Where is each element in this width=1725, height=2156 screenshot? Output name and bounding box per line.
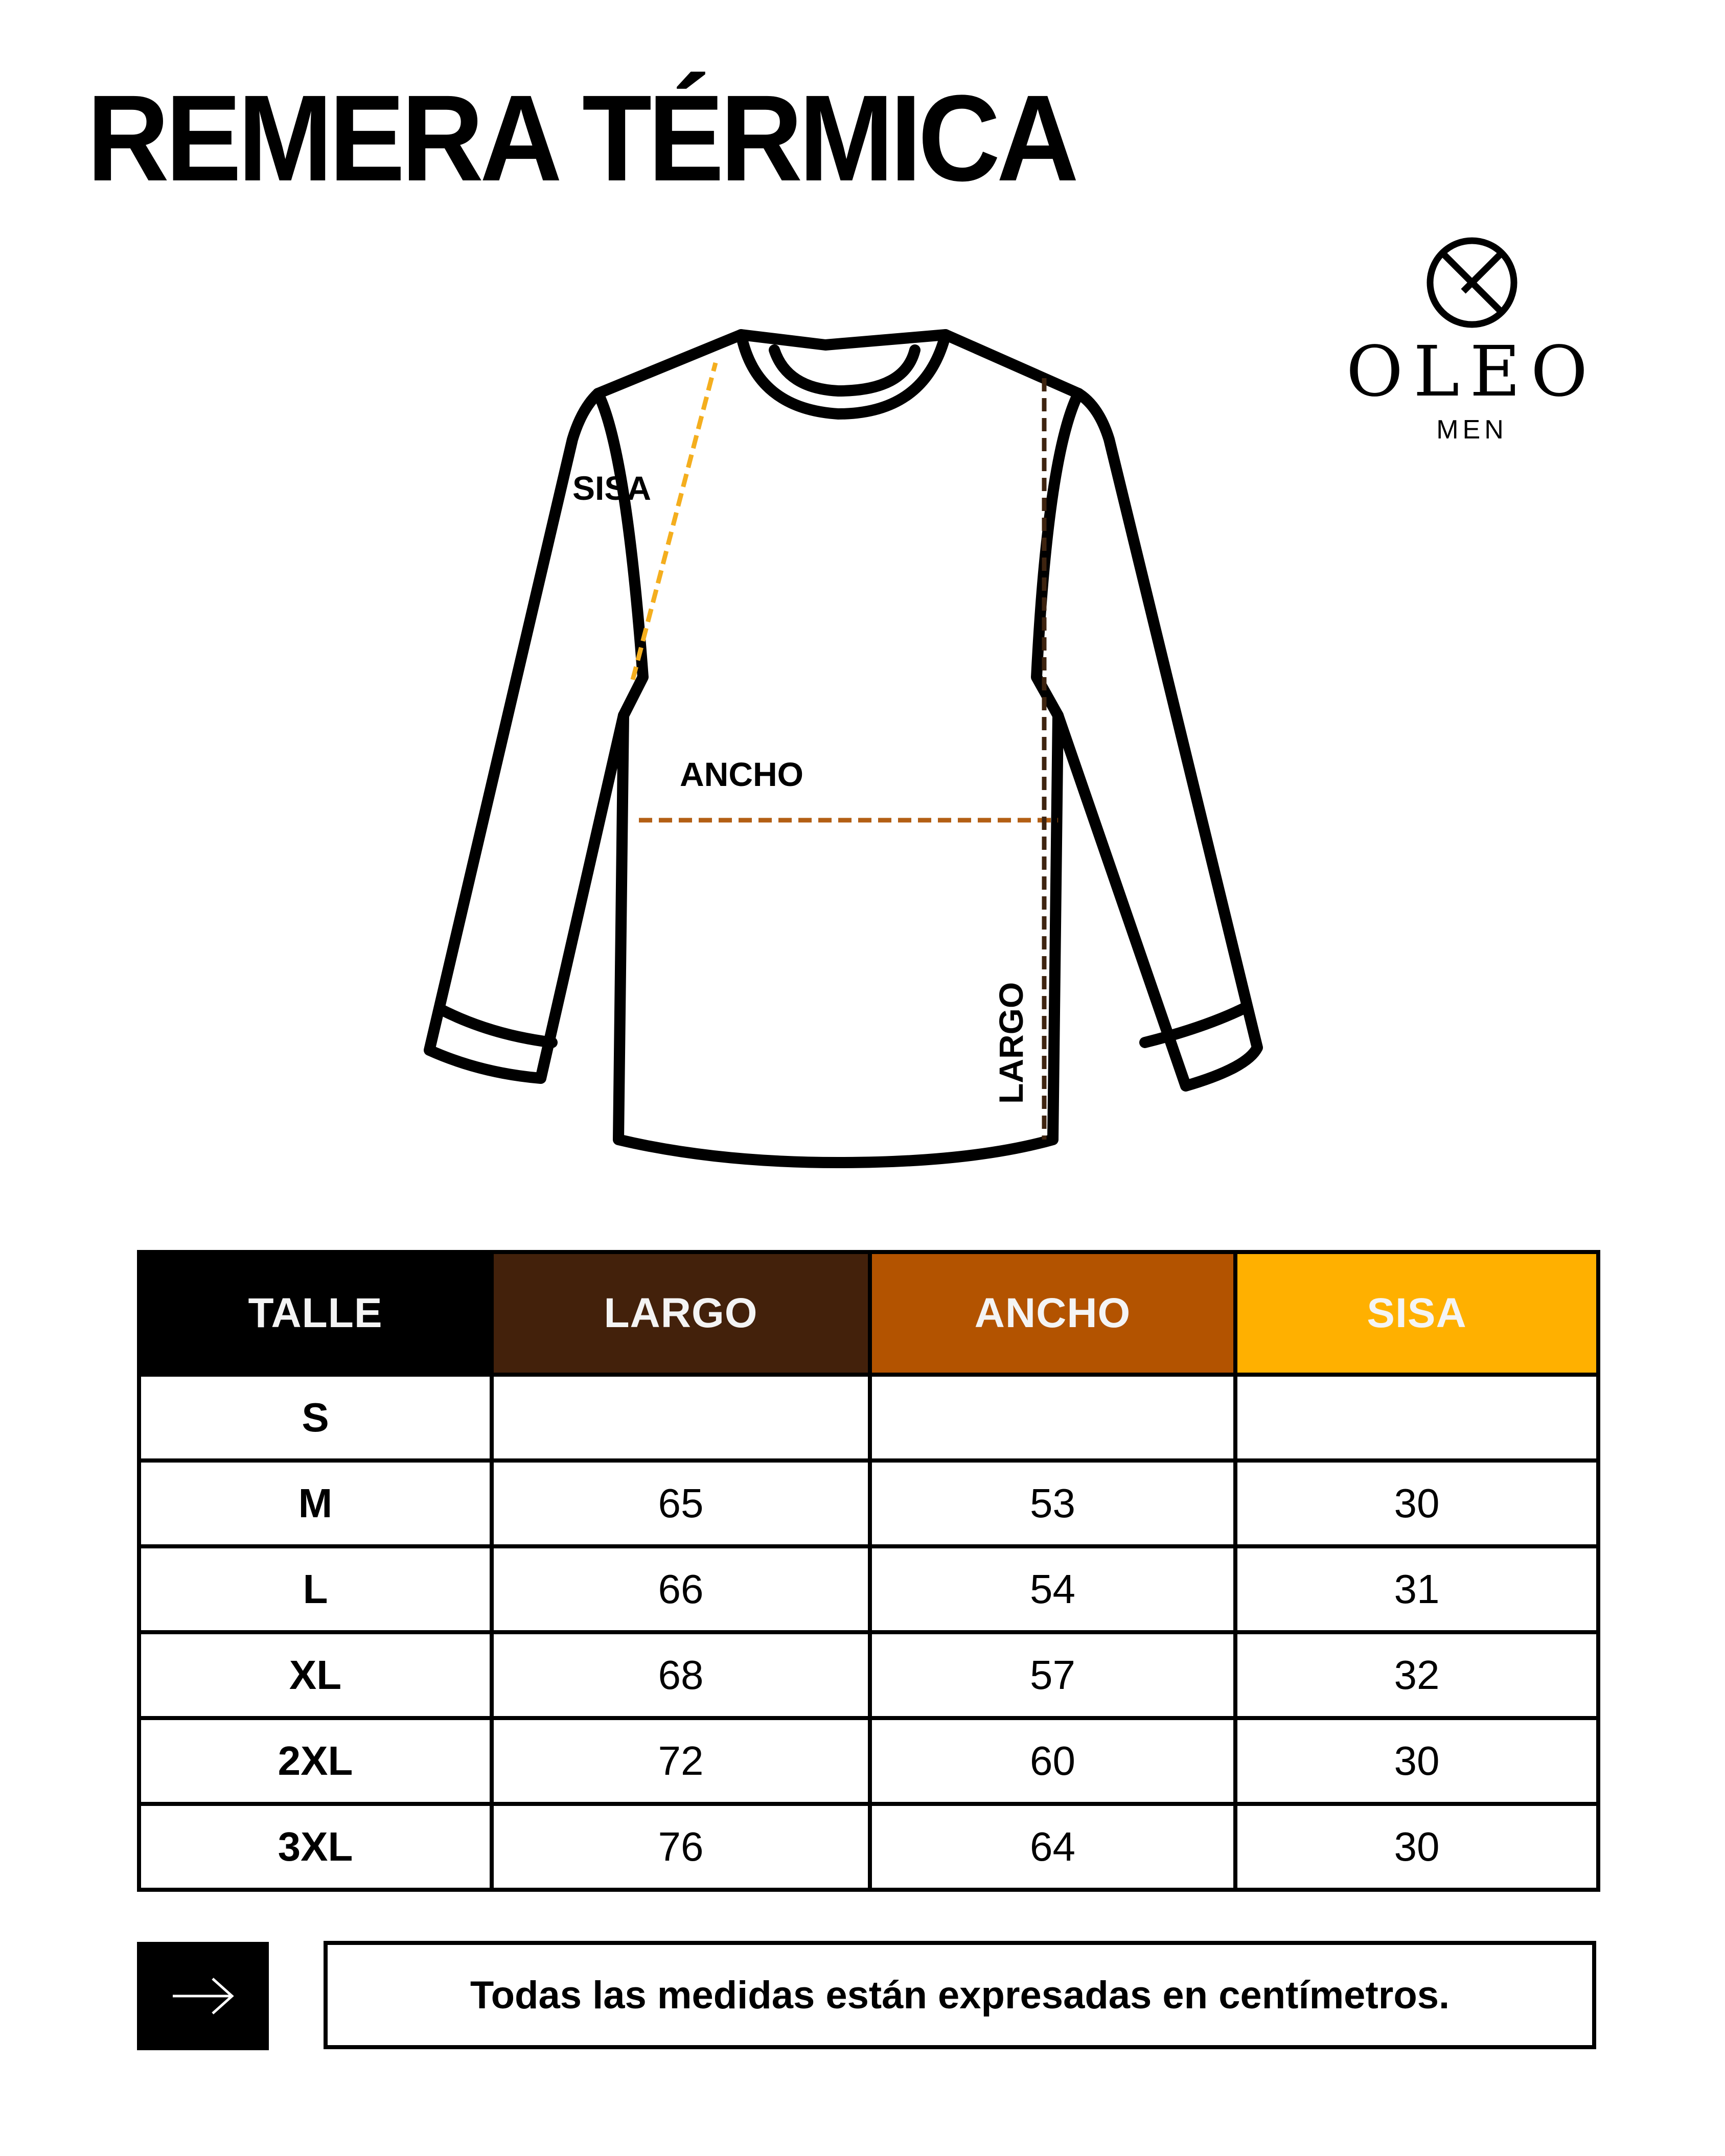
arrow-button[interactable] xyxy=(137,1942,269,2050)
sisa-cell: 31 xyxy=(1235,1546,1598,1632)
sisa-cell xyxy=(1235,1375,1598,1460)
size-cell: S xyxy=(139,1375,492,1460)
header-talle: TALLE xyxy=(139,1252,492,1375)
arrow-right-icon xyxy=(170,1976,236,2016)
ancho-cell: 57 xyxy=(870,1632,1235,1718)
ancho-cell: 53 xyxy=(870,1460,1235,1546)
largo-label: LARGO xyxy=(992,982,1030,1104)
largo-cell: 65 xyxy=(492,1460,870,1546)
units-note-text: Todas las medidas están expresadas en centímetros. xyxy=(470,1973,1450,2017)
shirt-diagram xyxy=(419,322,1278,1191)
sisa-cell: 30 xyxy=(1235,1718,1598,1804)
page-title: REMERA TÉRMICA xyxy=(87,69,1075,206)
sisa-measure-line xyxy=(633,363,716,680)
header-sisa: SISA xyxy=(1235,1252,1598,1375)
sisa-label: SISA xyxy=(572,469,652,507)
ancho-cell: 64 xyxy=(870,1804,1235,1890)
size-cell: M xyxy=(139,1460,492,1546)
table-row xyxy=(139,1375,1598,1460)
ancho-cell: 60 xyxy=(870,1718,1235,1804)
sisa-cell: 30 xyxy=(1235,1460,1598,1546)
largo-cell: 76 xyxy=(492,1804,870,1890)
header-largo: LARGO xyxy=(492,1252,870,1375)
header-ancho: ANCHO xyxy=(870,1252,1235,1375)
sisa-cell: 32 xyxy=(1235,1632,1598,1718)
size-cell: L xyxy=(139,1546,492,1632)
table-row xyxy=(139,1632,1598,1718)
shirt-outline xyxy=(429,335,1257,1163)
ancho-cell xyxy=(870,1375,1235,1460)
brand-mark-icon xyxy=(1424,235,1520,330)
ancho-cell: 54 xyxy=(870,1546,1235,1632)
size-cell: 2XL xyxy=(139,1718,492,1804)
largo-cell: 72 xyxy=(492,1718,870,1804)
size-table xyxy=(137,1250,1600,1892)
table-row xyxy=(139,1460,1598,1546)
largo-cell: 66 xyxy=(492,1546,870,1632)
size-table-header xyxy=(139,1252,1598,1375)
ancho-label: ANCHO xyxy=(680,755,803,793)
brand-logo xyxy=(1339,235,1605,450)
table-row xyxy=(139,1804,1598,1890)
table-row xyxy=(139,1718,1598,1804)
size-cell: 3XL xyxy=(139,1804,492,1890)
brand-subtitle: MEN xyxy=(1436,415,1508,445)
units-note xyxy=(324,1941,1596,2049)
sisa-cell: 30 xyxy=(1235,1804,1598,1890)
table-row xyxy=(139,1546,1598,1632)
brand-name: OLEO xyxy=(1346,332,1598,412)
size-cell: XL xyxy=(139,1632,492,1718)
largo-cell: 68 xyxy=(492,1632,870,1718)
largo-cell xyxy=(492,1375,870,1460)
